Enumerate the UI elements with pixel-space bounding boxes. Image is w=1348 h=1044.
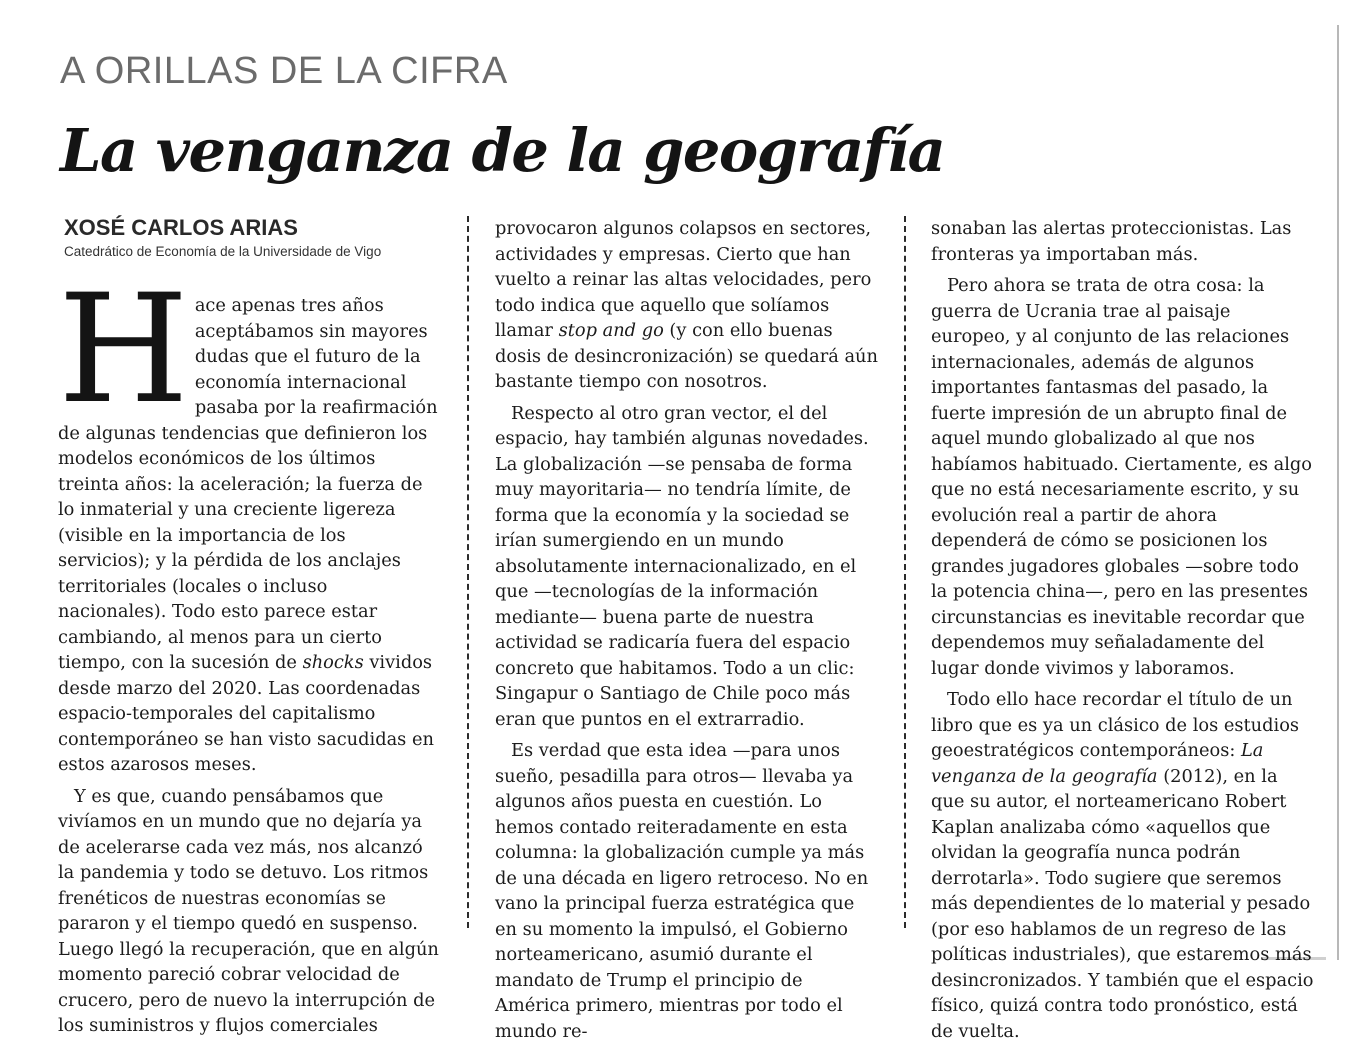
column-divider [904, 216, 906, 928]
text-run: Todo ello hace recordar el título de un libro que es ya un clásico de los estudios geoestratégicos contemporáneos: [931, 689, 1300, 761]
text-run: (2012), en la que su autor, el norteamericano Robert Kaplan analizaba cómo «aquellos que olvidan la geografía nunca podrán derrotarla». Todo sugiere que seremos más dependientes de lo material y pesado (por eso hablamos de un regreso de las políticas industriales), que estaremos más desincronizados. Y también que el espacio físico, quizá contra todo pronóstico, está de vuelta. [931, 765, 1314, 1042]
page-edge-rule [1337, 25, 1339, 960]
article-column-2 [495, 216, 878, 1044]
paragraph: Pero ahora se trata de otra cosa: la guerra de Ucrania trae al paisaje europeo, y al conjunto de las relaciones internacionales, además de algunos importantes fantasmas del pasado, la fuerte impresión de un abrupto final de aquel mundo globalizado al que nos habíamos habituado. Ciertamente, es algo que no está necesariamente escrito, y su evolución real a partir de ahora dependerá de cómo se posicionen los grandes jugadores globales —sobre todo la potencia china—, pero en las presentes circunstancias es inevitable recordar que dependemos muy señaladamente del lugar donde vivimos y laboramos. [931, 275, 1313, 679]
author-name: XOSÉ CARLOS ARIAS [64, 215, 298, 240]
book-title: La venganza de la geografía [931, 740, 1264, 787]
paragraph [58, 263, 441, 778]
paragraph-continued [495, 216, 878, 395]
text-run: (y con ello buenas dosis de desincronización) se quedará aún bastante tiempo con nosotros. [495, 320, 878, 392]
article-headline: La venganza de la geografía [60, 116, 945, 185]
text-run: ace apenas tres años aceptábamos sin mayores dudas que el futuro de la economía internacional pasaba por la reafirmación de algunas tendencias que definieron los modelos económicos de los últimos treinta años: la aceleración; la fuerza de lo inmaterial y una creciente ligereza (visible en la importancia de los servicios); y la pérdida de los anclajes territoriales (locales o incluso nacionales). Todo esto parece estar cambiando, al menos para un cierto tiempo, con la sucesión de [58, 295, 438, 673]
text-run: vividos desde marzo del 2020. Las coordenadas espacio-temporales del capitalismo contemporáneo se han visto sacudidas en estos azarosos meses. [58, 652, 434, 775]
italic-term: shocks [302, 652, 364, 673]
article-column-1 [58, 263, 441, 1039]
text-run: provocaron algunos colapsos en sectores, actividades y empresas. Cierto que han vuelto a reinar las altas velocidades, pero todo indica que aquello que solíamos llamar [495, 218, 872, 341]
italic-term: stop and go [558, 320, 664, 341]
section-title: A ORILLAS DE LA CIFRA [60, 50, 508, 92]
byline [64, 215, 381, 259]
paragraph: Y es que, cuando pensábamos que vivíamos en un mundo que no dejaría ya de acelerarse cada vez más, nos alcanzó la pandemia y todo se detuvo. Los ritmos frenéticos de nuestras economías se pararon y el tiempo quedó en suspenso. Luego llegó la recuperación, que en algún momento pareció cobrar velocidad de crucero, pero de nuevo la interrupción de los suministros y flujos comerciales [58, 785, 439, 1036]
column-divider [467, 216, 469, 928]
paragraph-continued: sonaban las alertas proteccionistas. Las fronteras ya importaban más. [931, 218, 1292, 265]
paragraph [931, 687, 1314, 1044]
article-column-3 [931, 216, 1314, 1044]
paragraph: Es verdad que esta idea —para unos sueño, pesadilla para otros— llevaba ya algunos años puesta en cuestión. Lo hemos contado reiteradamente en esta columna: la globalización cumple ya más de una década en ligero retroceso. No en vano la principal fuerza estratégica que en su momento la impulsó, el Gobierno norteamericano, asumió durante el mandato de Trump el principio de América primero, mientras por todo el mundo re- [495, 740, 869, 1042]
drop-cap: H [58, 263, 189, 437]
author-role: Catedrático de Economía de la Universidade de Vigo [64, 244, 382, 260]
paragraph: Respecto al otro gran vector, el del espacio, hay también algunas novedades. La globalización —se pensaba de forma muy mayoritaria— no tendría límite, de forma que la economía y la sociedad se irían sumergiendo en un mundo absolutamente internacionalizado, en el que —tecnologías de la información mediante— buena parte de nuestra actividad se radicaría fuera del espacio concreto que habitamos. Todo a un clic: Singapur o Santiago de Chile poco más eran que puntos en el extrarradio. [495, 402, 869, 730]
